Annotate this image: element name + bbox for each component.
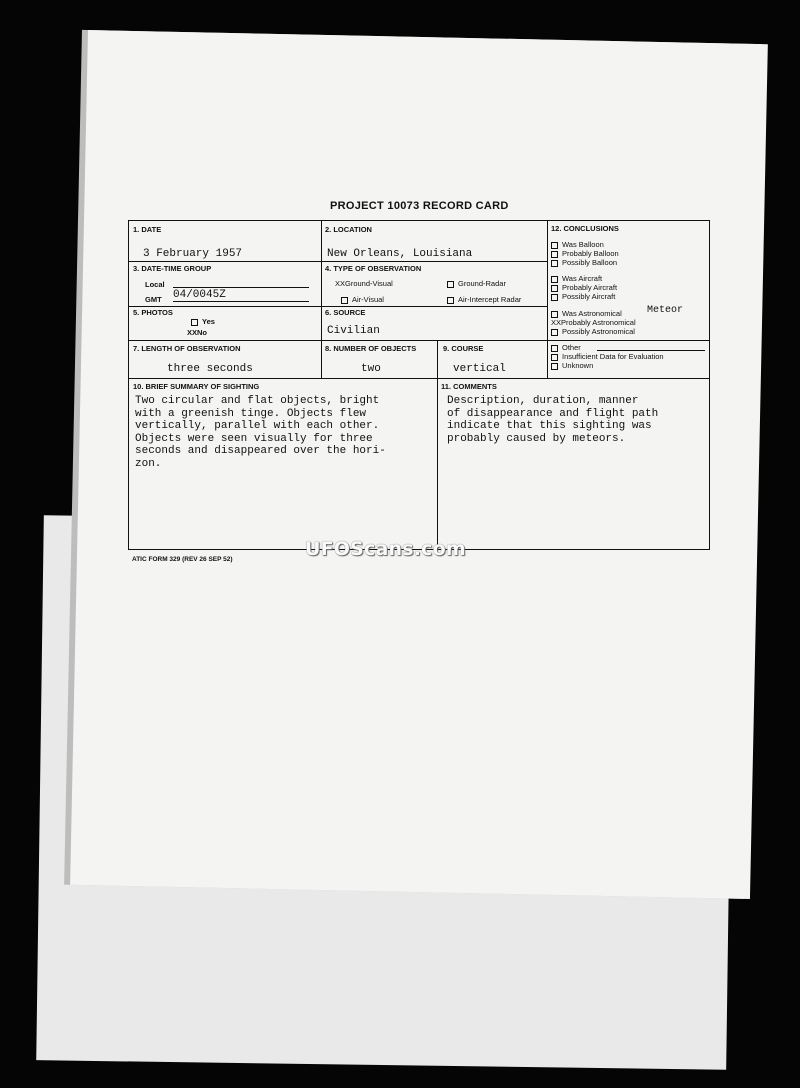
divider-course: [437, 340, 438, 548]
card-title: PROJECT 10073 RECORD CARD: [330, 200, 509, 212]
local-label: Local: [145, 280, 165, 289]
summary-line: with a greenish tinge. Objects flew: [135, 407, 367, 420]
comments-line: of disappearance and flight path: [447, 407, 659, 420]
comments-text: [447, 395, 707, 445]
summary-line: Two circular and flat objects, bright: [135, 395, 380, 407]
location-value: New Orleans, Louisiana: [327, 248, 473, 260]
checkbox-icon: [551, 311, 558, 318]
conclusion-item: Probably Aircraft: [551, 283, 617, 292]
checkbox-icon: [551, 242, 558, 249]
course-value: vertical: [453, 363, 506, 375]
checkbox-icon: [551, 354, 558, 361]
summary-text: [135, 395, 435, 471]
summary-label: 10. BRIEF SUMMARY OF SIGHTING: [133, 382, 260, 391]
conclusion-item: Possibly Balloon: [551, 258, 617, 267]
checkbox-icon: [447, 281, 454, 288]
conclusion-item: Was Balloon: [551, 240, 604, 249]
row-line-2: [129, 306, 547, 307]
comments-line: Description, duration, manner: [447, 395, 639, 407]
conclusion-item: Probably Balloon: [551, 249, 619, 258]
checkbox-icon: [551, 329, 558, 336]
date-value: 3 February 1957: [143, 248, 243, 260]
record-card: [128, 220, 710, 550]
air-visual-option: Air-Visual: [341, 295, 384, 304]
checkbox-icon: [551, 260, 558, 267]
checkbox-icon: [551, 251, 558, 258]
photos-label: 5. PHOTOS: [133, 308, 173, 317]
conclusion-item: Was Aircraft: [551, 274, 602, 283]
checkbox-icon: [551, 294, 558, 301]
summary-line: seconds and disappeared over the hori-: [135, 445, 386, 458]
gmt-label: GMT: [145, 295, 162, 304]
length-value: three seconds: [167, 363, 253, 375]
checkbox-icon: [447, 297, 454, 304]
conclusion-item-selected: XXProbably Astronomical: [551, 318, 636, 327]
watermark: UFOScans.com: [305, 538, 466, 560]
handwritten-note: Meteor: [647, 305, 684, 316]
photos-no-option: XXNo: [187, 328, 208, 337]
ground-visual-option: XXGround-Visual: [335, 279, 393, 288]
checkbox-icon: [551, 276, 558, 283]
air-intercept-option: Air-Intercept Radar: [447, 295, 521, 304]
objects-value: two: [361, 363, 381, 375]
conclusions-label: 12. CONCLUSIONS: [551, 224, 619, 233]
divider-conclusions: [547, 221, 548, 378]
comments-line: probably caused by meteors.: [447, 432, 626, 445]
conclusion-item: Other: [551, 343, 581, 352]
summary-line: Objects were seen visually for three: [135, 432, 373, 445]
conclusion-item: Possibly Astronomical: [551, 327, 635, 336]
summary-line: zon.: [135, 457, 162, 470]
local-underline: [173, 287, 309, 288]
checkbox-icon: [551, 363, 558, 370]
objects-label: 8. NUMBER OF OBJECTS: [325, 344, 417, 353]
gmt-underline: [173, 301, 309, 302]
checkbox-icon: [191, 319, 198, 326]
conclusion-item: Unknown: [551, 361, 593, 370]
course-label: 9. COURSE: [443, 344, 484, 353]
ground-radar-option: Ground-Radar: [447, 279, 506, 288]
divider-col1: [321, 221, 322, 378]
other-underline: [597, 350, 705, 351]
checkbox-icon: [551, 345, 558, 352]
conclusion-item: Possibly Aircraft: [551, 292, 615, 301]
row-line-1: [129, 261, 547, 262]
row-line-4: [129, 378, 709, 379]
summary-line: vertically, parallel with each other.: [135, 420, 380, 433]
comments-label: 11. COMMENTS: [441, 382, 497, 391]
comments-line: indicate that this sighting was: [447, 420, 652, 433]
observation-type-label: 4. TYPE OF OBSERVATION: [325, 264, 422, 273]
photos-yes-option: Yes: [191, 317, 215, 326]
length-label: 7. LENGTH OF OBSERVATION: [133, 344, 241, 353]
form-id: ATIC FORM 329 (REV 26 SEP 52): [132, 556, 233, 563]
checkbox-icon: [551, 285, 558, 292]
gmt-value: 04/0045Z: [173, 289, 226, 301]
location-label: 2. LOCATION: [325, 225, 372, 234]
row-line-3: [129, 340, 709, 341]
checkbox-icon: [341, 297, 348, 304]
source-label: 6. SOURCE: [325, 308, 366, 317]
conclusion-item: Was Astronomical: [551, 309, 622, 318]
date-label: 1. DATE: [133, 225, 162, 234]
datetime-label: 3. DATE-TIME GROUP: [133, 264, 212, 273]
source-value: Civilian: [327, 325, 380, 337]
conclusion-item: Insufficient Data for Evaluation: [551, 352, 664, 361]
